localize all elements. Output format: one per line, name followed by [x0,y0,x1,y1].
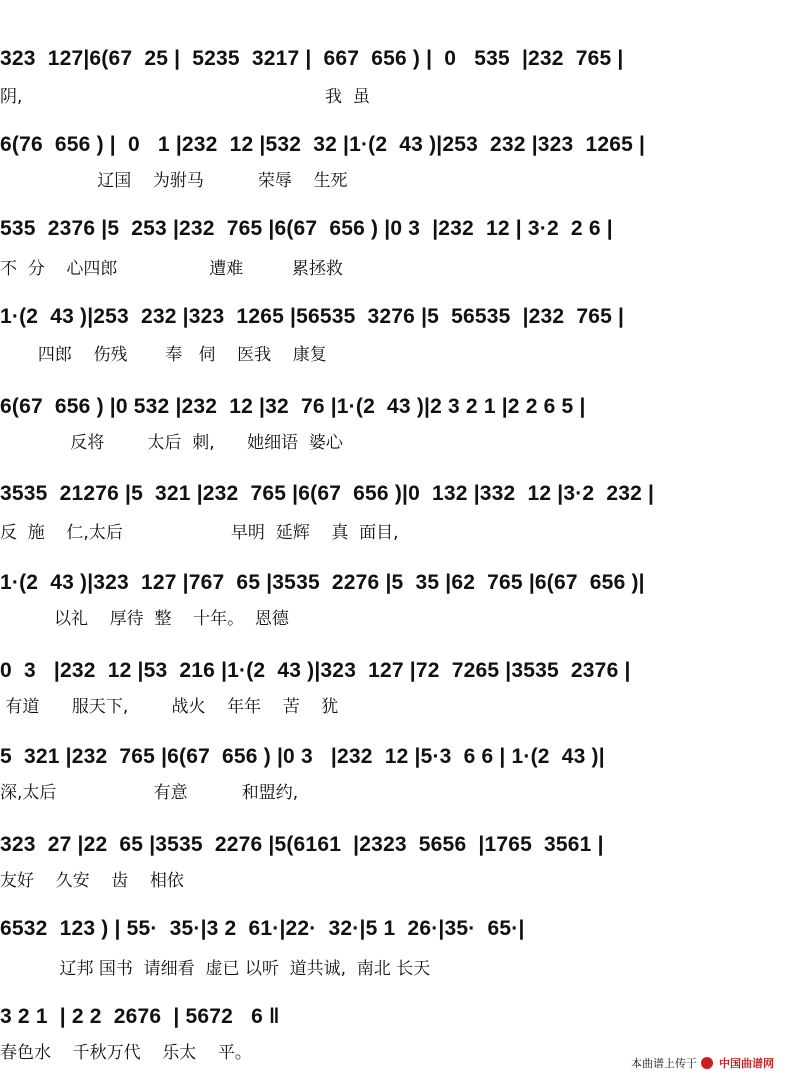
lyric-row-6: 反 施 仁,太后 早明 延辉 真 面目, [0,523,399,543]
notation-row-2: 6(76 656 ) | 0 1 |232 12 |532 32 |1·(2 43 )|253 232 |323 1265 | [0,133,646,156]
notation-row-7: 1·(2 43 )|323 127 |767 65 |3535 2276 |5 35 |62 765 |6(67 656 )| [0,571,645,594]
lyric-row-8: 有道 服天下, 战火 年年 苦 犹 [0,697,339,717]
lyric-row-5: 反将 太后 刺, 她细语 婆心 [0,433,343,453]
lyric-row-3: 不 分 心四郎 遭难 累拯救 [0,259,343,279]
notation-row-4: 1·(2 43 )|253 232 |323 1265 |56535 3276 |5 56535 |232 765 | [0,305,625,328]
lyric-row-9: 深,太后 有意 和盟约, [0,783,299,803]
lyric-row-12: 春色水 千秋万代 乐太 平。 [0,1043,252,1063]
notation-row-1: 323 127|6(67 25 | 5235 3217 | 667 656 ) | 0 535 |232 765 | [0,47,624,70]
notation-row-8: 0 3 |232 12 |53 216 |1·(2 43 )|323 127 |72 7265 |3535 2376 | [0,659,631,682]
lyric-row-10: 友好 久安 齿 相依 [0,871,184,891]
notation-row-9: 5 321 |232 765 |6(67 656 ) |0 3 |232 12 |5·3 6 6 | 1·(2 43 )| [0,745,605,768]
notation-row-10: 323 27 |22 65 |3535 2276 |5(6161 |2323 5656 |1765 3561 | [0,833,604,856]
notation-row-6: 3535 21276 |5 321 |232 765 |6(67 656 )|0 132 |332 12 |3·2 232 | [0,482,655,505]
lyric-row-7: 以礼 厚待 整 十年。 恩德 [0,609,289,629]
notation-row-5: 6(67 656 ) |0 532 |232 12 |32 76 |1·(2 43 )|2 3 2 1 |2 2 6 5 | [0,395,586,418]
notation-row-11: 6532 123 ) | 55· 35·|3 2 61·|22· 32·|5 1 26·|35· 65·| [0,917,525,940]
notation-row-12: 3 2 1 | 2 2 2676 | 5672 6 ‖ [0,1005,280,1028]
upload-credit [631,1055,774,1071]
lyric-row-4: 四郎 伤残 奉 伺 医我 康复 [0,345,327,365]
lyric-row-1: 阴, 我 虽 [0,87,370,107]
lyric-row-2: 辽国 为驸马 荣辱 生死 [0,171,348,191]
circle-logo-icon [701,1057,713,1069]
notation-row-3: 535 2376 |5 253 |232 765 |6(67 656 ) |0 3 |232 12 | 3·2 2 6 | [0,217,613,240]
site-name: 中国曲谱网 [719,1057,774,1070]
lyric-row-11: 辽邦 国书 请细看 虚已 以听 道共诚, 南北 长天 [0,959,431,979]
uploaded-label: 本曲谱上传于 [631,1057,697,1070]
